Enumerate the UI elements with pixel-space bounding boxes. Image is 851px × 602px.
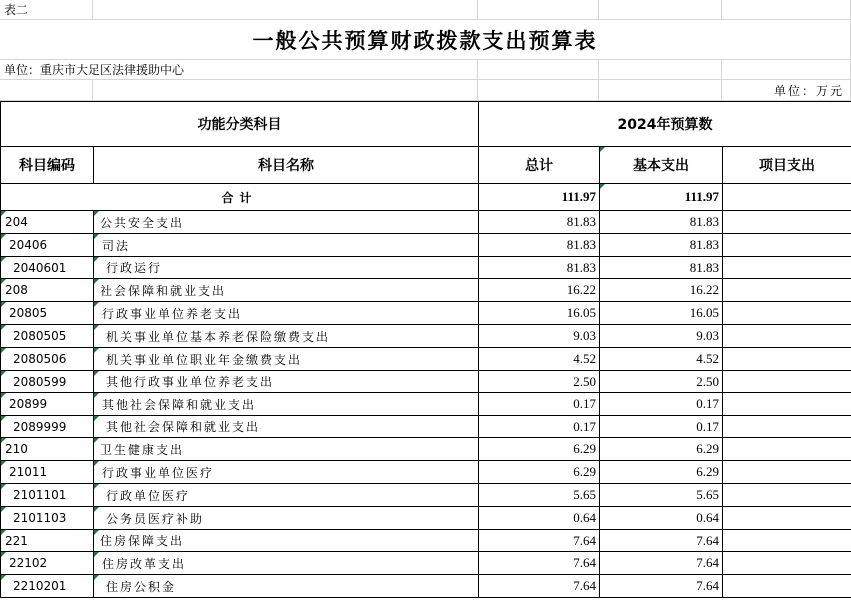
row-project <box>723 234 851 257</box>
row-total: 81.83 <box>479 234 600 257</box>
header-project: 项目支出 <box>723 147 851 184</box>
table-row <box>1 507 851 530</box>
table-row <box>1 371 851 393</box>
row-name: 住房保障支出 <box>94 530 479 552</box>
empty-cell <box>478 0 599 20</box>
row-name: 机关事业单位基本养老保险缴费支出 <box>94 325 479 348</box>
org-name: 单位：重庆市大足区法律援助中心 <box>0 60 478 80</box>
row-basic: 81.83 <box>600 257 723 279</box>
header-code: 科目编码 <box>1 147 94 184</box>
empty-cell <box>93 80 478 101</box>
row-project <box>723 279 851 302</box>
row-total: 6.29 <box>479 438 600 461</box>
row-project <box>723 438 851 461</box>
row-project <box>723 302 851 325</box>
total-row <box>1 184 851 211</box>
row-code: 21011 <box>1 461 94 484</box>
row-basic: 0.64 <box>600 507 723 530</box>
page-title: 一般公共预算财政拨款支出预算表 <box>0 20 851 60</box>
row-code: 221 <box>1 530 94 552</box>
row-total: 7.64 <box>479 575 600 598</box>
table-row <box>1 552 851 575</box>
row-project <box>723 257 851 279</box>
header-budget-year: 2024年预算数 <box>479 102 851 147</box>
table-row <box>1 348 851 371</box>
header-name: 科目名称 <box>94 147 479 184</box>
row-basic: 6.29 <box>600 461 723 484</box>
table-row <box>1 393 851 416</box>
row-basic: 4.52 <box>600 348 723 371</box>
row-code: 2101103 <box>1 507 94 530</box>
row-basic: 81.83 <box>600 234 723 257</box>
row-name: 行政单位医疗 <box>94 484 479 507</box>
row-total: 0.17 <box>479 416 600 438</box>
row-project <box>723 575 851 598</box>
org-row <box>0 60 851 80</box>
header-basic: 基本支出 <box>600 147 723 184</box>
row-code: 2040601 <box>1 257 94 279</box>
total-amount: 111.97 <box>479 184 600 211</box>
table-row <box>1 416 851 438</box>
row-basic: 6.29 <box>600 438 723 461</box>
empty-cell <box>722 0 851 20</box>
table-row <box>1 530 851 552</box>
row-name: 住房公积金 <box>94 575 479 598</box>
header-row-2 <box>1 147 851 184</box>
row-name: 社会保障和就业支出 <box>94 279 479 302</box>
row-total: 0.17 <box>479 393 600 416</box>
row-code: 2089999 <box>1 416 94 438</box>
empty-cell <box>0 80 93 101</box>
table-row <box>1 302 851 325</box>
row-project <box>723 552 851 575</box>
row-project <box>723 530 851 552</box>
row-project <box>723 461 851 484</box>
row-total: 16.05 <box>479 302 600 325</box>
row-code: 22102 <box>1 552 94 575</box>
sheet-label-row <box>0 0 851 20</box>
row-total: 5.65 <box>479 484 600 507</box>
row-total: 0.64 <box>479 507 600 530</box>
row-name: 其他社会保障和就业支出 <box>94 393 479 416</box>
row-total: 81.83 <box>479 257 600 279</box>
row-name: 住房改革支出 <box>94 552 479 575</box>
row-basic: 16.05 <box>600 302 723 325</box>
total-basic: 111.97 <box>600 184 723 211</box>
row-basic: 0.17 <box>600 416 723 438</box>
table-row <box>1 234 851 257</box>
total-label: 合计 <box>1 184 479 211</box>
row-name: 机关事业单位职业年金缴费支出 <box>94 348 479 371</box>
row-basic: 0.17 <box>600 393 723 416</box>
row-total: 7.64 <box>479 530 600 552</box>
row-project <box>723 507 851 530</box>
empty-cell <box>722 60 851 80</box>
row-name: 其他社会保障和就业支出 <box>94 416 479 438</box>
table-row <box>1 575 851 598</box>
row-name: 行政事业单位医疗 <box>94 461 479 484</box>
row-name: 卫生健康支出 <box>94 438 479 461</box>
row-project <box>723 325 851 348</box>
row-name: 司法 <box>94 234 479 257</box>
empty-cell <box>599 80 722 101</box>
row-total: 81.83 <box>479 211 600 234</box>
row-code: 20406 <box>1 234 94 257</box>
row-code: 210 <box>1 438 94 461</box>
empty-cell <box>599 0 722 20</box>
row-project <box>723 211 851 234</box>
table-row <box>1 461 851 484</box>
row-basic: 7.64 <box>600 530 723 552</box>
row-basic: 2.50 <box>600 371 723 393</box>
row-project <box>723 416 851 438</box>
row-basic: 81.83 <box>600 211 723 234</box>
row-name: 行政运行 <box>94 257 479 279</box>
total-project <box>723 184 851 211</box>
table-row <box>1 438 851 461</box>
row-code: 2210201 <box>1 575 94 598</box>
unit-label: 单位：万元 <box>722 80 851 101</box>
unit-row <box>0 80 851 101</box>
table-row <box>1 325 851 348</box>
sheet-label: 表二 <box>0 0 93 20</box>
row-code: 208 <box>1 279 94 302</box>
row-code: 2080599 <box>1 371 94 393</box>
empty-cell <box>478 80 599 101</box>
row-total: 16.22 <box>479 279 600 302</box>
table-row <box>1 279 851 302</box>
empty-cell <box>478 60 599 80</box>
row-name: 行政事业单位养老支出 <box>94 302 479 325</box>
table-row <box>1 484 851 507</box>
row-total: 2.50 <box>479 371 600 393</box>
row-name: 其他行政事业单位养老支出 <box>94 371 479 393</box>
row-project <box>723 393 851 416</box>
row-total: 9.03 <box>479 325 600 348</box>
budget-table <box>0 101 851 598</box>
row-name: 公务员医疗补助 <box>94 507 479 530</box>
header-functional-category: 功能分类科目 <box>1 102 479 147</box>
row-basic: 7.64 <box>600 552 723 575</box>
row-total: 6.29 <box>479 461 600 484</box>
header-row-1 <box>1 102 851 147</box>
row-basic: 9.03 <box>600 325 723 348</box>
data-rows <box>1 211 851 598</box>
row-code: 2080505 <box>1 325 94 348</box>
header-total: 总计 <box>479 147 600 184</box>
row-basic: 7.64 <box>600 575 723 598</box>
row-project <box>723 484 851 507</box>
empty-cell <box>93 0 478 20</box>
row-basic: 16.22 <box>600 279 723 302</box>
row-code: 2080506 <box>1 348 94 371</box>
row-project <box>723 371 851 393</box>
row-code: 20805 <box>1 302 94 325</box>
empty-cell <box>599 60 722 80</box>
row-code: 204 <box>1 211 94 234</box>
table-row <box>1 211 851 234</box>
row-project <box>723 348 851 371</box>
row-total: 4.52 <box>479 348 600 371</box>
row-total: 7.64 <box>479 552 600 575</box>
title-row <box>0 20 851 60</box>
table-row <box>1 257 851 279</box>
row-basic: 5.65 <box>600 484 723 507</box>
row-code: 20899 <box>1 393 94 416</box>
row-code: 2101101 <box>1 484 94 507</box>
row-name: 公共安全支出 <box>94 211 479 234</box>
